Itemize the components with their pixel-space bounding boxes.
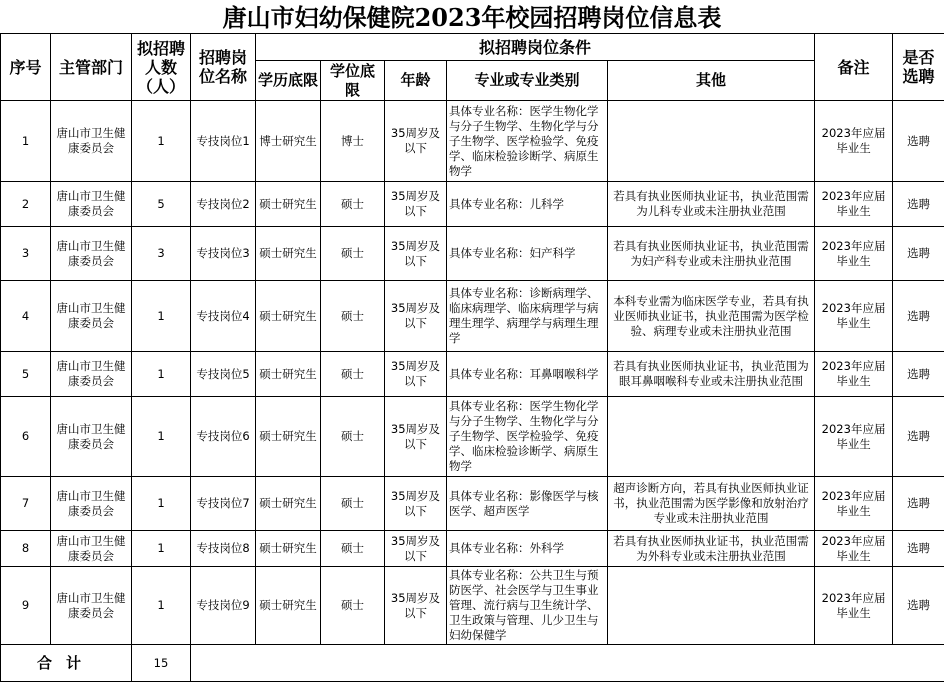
cell-other [608, 101, 815, 182]
cell-count: 1 [132, 567, 191, 645]
header-selection: 是否选聘 [893, 34, 944, 101]
cell-major: 具体专业名称：影像医学与核医学、超声医学 [447, 477, 608, 531]
cell-selection: 选聘 [893, 531, 944, 567]
cell-education: 硕士研究生 [256, 531, 321, 567]
cell-position: 专技岗位6 [191, 397, 256, 477]
table-row [1, 227, 944, 281]
cell-count: 5 [132, 182, 191, 227]
cell-degree: 硕士 [321, 477, 385, 531]
cell-education: 硕士研究生 [256, 477, 321, 531]
cell-remark: 2023年应届毕业生 [815, 567, 893, 645]
cell-count: 1 [132, 397, 191, 477]
cell-position: 专技岗位8 [191, 531, 256, 567]
cell-other [608, 567, 815, 645]
header-department: 主管部门 [51, 34, 132, 101]
table-row [1, 397, 944, 477]
cell-position: 专技岗位2 [191, 182, 256, 227]
cell-count: 3 [132, 227, 191, 281]
cell-department: 唐山市卫生健康委员会 [51, 352, 132, 397]
total-label: 合计 [1, 645, 132, 682]
cell-selection: 选聘 [893, 182, 944, 227]
cell-remark: 2023年应届毕业生 [815, 397, 893, 477]
cell-seq: 2 [1, 182, 51, 227]
cell-seq: 6 [1, 397, 51, 477]
header-education: 学历底限 [256, 61, 321, 101]
cell-education: 博士研究生 [256, 101, 321, 182]
cell-other: 超声诊断方向，若具有执业医师执业证书，执业范围需为医学影像和放射治疗专业或未注册执业范围 [608, 477, 815, 531]
cell-selection: 选聘 [893, 227, 944, 281]
cell-seq: 3 [1, 227, 51, 281]
cell-seq: 5 [1, 352, 51, 397]
cell-selection: 选聘 [893, 352, 944, 397]
cell-selection: 选聘 [893, 281, 944, 352]
cell-major: 具体专业名称：医学生物化学与分子生物学、生物化学与分子生物学、医学检验学、免疫学、临床检验诊断学、病原生物学 [447, 397, 608, 477]
cell-other: 若具有执业医师执业证书，执业范围需为妇产科专业或未注册执业范围 [608, 227, 815, 281]
cell-seq: 8 [1, 531, 51, 567]
cell-education: 硕士研究生 [256, 227, 321, 281]
cell-degree: 硕士 [321, 227, 385, 281]
cell-education: 硕士研究生 [256, 397, 321, 477]
cell-department: 唐山市卫生健康委员会 [51, 531, 132, 567]
cell-major: 具体专业名称：外科学 [447, 531, 608, 567]
cell-education: 硕士研究生 [256, 281, 321, 352]
cell-selection: 选聘 [893, 397, 944, 477]
cell-remark: 2023年应届毕业生 [815, 531, 893, 567]
cell-position: 专技岗位5 [191, 352, 256, 397]
cell-remark: 2023年应届毕业生 [815, 477, 893, 531]
cell-other: 本科专业需为临床医学专业，若具有执业医师执业证书，执业范围需为医学检验、病理专业或未注册执业范围 [608, 281, 815, 352]
cell-education: 硕士研究生 [256, 182, 321, 227]
cell-age: 35周岁及以下 [385, 477, 447, 531]
cell-education: 硕士研究生 [256, 567, 321, 645]
header-degree: 学位底限 [321, 61, 385, 101]
cell-degree: 硕士 [321, 567, 385, 645]
cell-degree: 硕士 [321, 531, 385, 567]
cell-department: 唐山市卫生健康委员会 [51, 397, 132, 477]
page-title: 唐山市妇幼保健院2023年校园招聘岗位信息表 [0, 0, 944, 33]
table-row [1, 182, 944, 227]
cell-count: 1 [132, 477, 191, 531]
cell-department: 唐山市卫生健康委员会 [51, 281, 132, 352]
recruitment-table [0, 33, 944, 682]
cell-remark: 2023年应届毕业生 [815, 182, 893, 227]
table-row [1, 477, 944, 531]
cell-selection: 选聘 [893, 101, 944, 182]
cell-seq: 7 [1, 477, 51, 531]
cell-position: 专技岗位1 [191, 101, 256, 182]
cell-department: 唐山市卫生健康委员会 [51, 567, 132, 645]
cell-major: 具体专业名称：公共卫生与预防医学、社会医学与卫生事业管理、流行病与卫生统计学、卫生政策与管理、儿少卫生与妇幼保健学 [447, 567, 608, 645]
header-other: 其他 [608, 61, 815, 101]
cell-degree: 硕士 [321, 281, 385, 352]
cell-count: 1 [132, 101, 191, 182]
cell-degree: 硕士 [321, 182, 385, 227]
cell-other: 若具有执业医师执业证书，执业范围为眼耳鼻咽喉科专业或未注册执业范围 [608, 352, 815, 397]
cell-seq: 1 [1, 101, 51, 182]
cell-age: 35周岁及以下 [385, 531, 447, 567]
header-position: 招聘岗位名称 [191, 34, 256, 101]
cell-other: 若具有执业医师执业证书，执业范围需为儿科专业或未注册执业范围 [608, 182, 815, 227]
cell-major: 具体专业名称：医学生物化学与分子生物学、生物化学与分子生物学、医学检验学、免疫学、临床检验诊断学、病原生物学 [447, 101, 608, 182]
cell-department: 唐山市卫生健康委员会 [51, 101, 132, 182]
cell-other [608, 397, 815, 477]
cell-count: 1 [132, 352, 191, 397]
header-age: 年龄 [385, 61, 447, 101]
cell-major: 具体专业名称：儿科学 [447, 182, 608, 227]
cell-department: 唐山市卫生健康委员会 [51, 182, 132, 227]
header-remark: 备注 [815, 34, 893, 101]
cell-position: 专技岗位3 [191, 227, 256, 281]
cell-count: 1 [132, 281, 191, 352]
cell-degree: 硕士 [321, 352, 385, 397]
cell-seq: 9 [1, 567, 51, 645]
cell-seq: 4 [1, 281, 51, 352]
cell-degree: 博士 [321, 101, 385, 182]
total-empty [191, 645, 944, 682]
header-count: 拟招聘人数（人） [132, 34, 191, 101]
cell-other: 若具有执业医师执业证书，执业范围需为外科专业或未注册执业范围 [608, 531, 815, 567]
header-conditions: 拟招聘岗位条件 [256, 34, 815, 61]
table-row [1, 531, 944, 567]
cell-remark: 2023年应届毕业生 [815, 352, 893, 397]
table-row [1, 281, 944, 352]
header-seq: 序号 [1, 34, 51, 101]
cell-remark: 2023年应届毕业生 [815, 101, 893, 182]
cell-remark: 2023年应届毕业生 [815, 281, 893, 352]
cell-major: 具体专业名称：妇产科学 [447, 227, 608, 281]
cell-age: 35周岁及以下 [385, 227, 447, 281]
cell-age: 35周岁及以下 [385, 352, 447, 397]
cell-selection: 选聘 [893, 567, 944, 645]
cell-age: 35周岁及以下 [385, 397, 447, 477]
cell-position: 专技岗位7 [191, 477, 256, 531]
cell-department: 唐山市卫生健康委员会 [51, 477, 132, 531]
cell-age: 35周岁及以下 [385, 182, 447, 227]
table-row [1, 567, 944, 645]
cell-age: 35周岁及以下 [385, 567, 447, 645]
cell-education: 硕士研究生 [256, 352, 321, 397]
cell-selection: 选聘 [893, 477, 944, 531]
cell-department: 唐山市卫生健康委员会 [51, 227, 132, 281]
cell-remark: 2023年应届毕业生 [815, 227, 893, 281]
cell-degree: 硕士 [321, 397, 385, 477]
cell-position: 专技岗位4 [191, 281, 256, 352]
total-count: 15 [132, 645, 191, 682]
cell-count: 1 [132, 531, 191, 567]
table-row [1, 352, 944, 397]
cell-major: 具体专业名称：诊断病理学、临床病理学、临床病理学与病理生理学、病理学与病理生理学 [447, 281, 608, 352]
cell-position: 专技岗位9 [191, 567, 256, 645]
cell-age: 35周岁及以下 [385, 101, 447, 182]
table-row [1, 101, 944, 182]
cell-major: 具体专业名称：耳鼻咽喉科学 [447, 352, 608, 397]
header-major: 专业或专业类别 [447, 61, 608, 101]
cell-age: 35周岁及以下 [385, 281, 447, 352]
